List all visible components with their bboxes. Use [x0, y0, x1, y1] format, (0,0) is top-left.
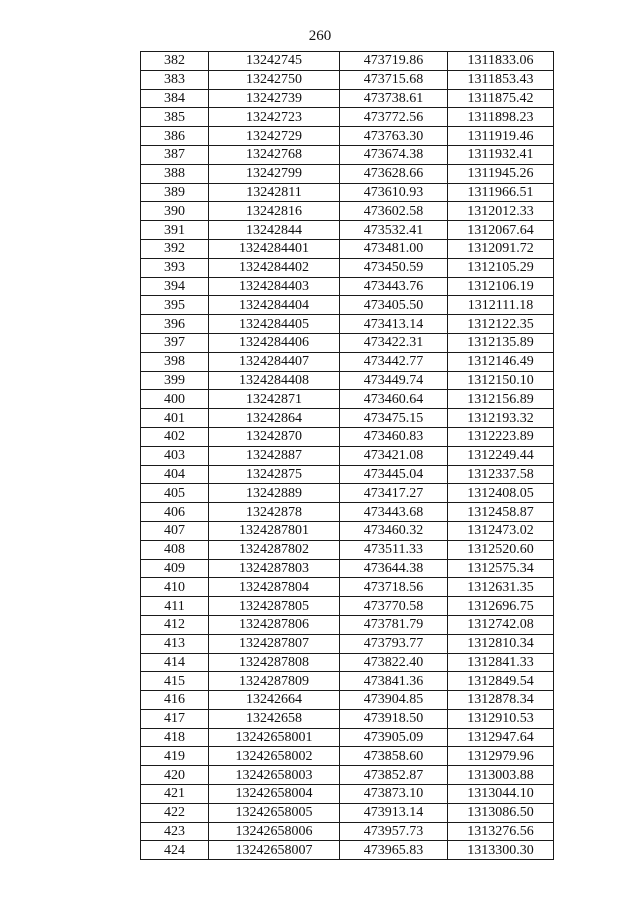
row-index-cell: 411: [141, 597, 209, 616]
x-coordinate-cell: 473781.79: [340, 615, 448, 634]
table-row: [141, 540, 554, 559]
table-row: [141, 521, 554, 540]
page-number: 260: [308, 28, 332, 44]
point-id-cell: 13242658007: [209, 841, 340, 860]
y-coordinate-cell: 1312910.53: [448, 709, 554, 728]
row-index-cell: 412: [141, 615, 209, 634]
row-index-cell: 407: [141, 521, 209, 540]
y-coordinate-cell: 1313086.50: [448, 803, 554, 822]
table-row: [141, 672, 554, 691]
row-index-cell: 393: [141, 258, 209, 277]
y-coordinate-cell: 1312156.89: [448, 390, 554, 409]
point-id-cell: 13242844: [209, 221, 340, 240]
y-coordinate-cell: 1312337.58: [448, 465, 554, 484]
x-coordinate-cell: 473674.38: [340, 145, 448, 164]
y-coordinate-cell: 1312408.05: [448, 484, 554, 503]
point-id-cell: 1324284401: [209, 239, 340, 258]
table-row: [141, 747, 554, 766]
row-index-cell: 401: [141, 409, 209, 428]
x-coordinate-cell: 473443.76: [340, 277, 448, 296]
y-coordinate-cell: 1312458.87: [448, 503, 554, 522]
x-coordinate-cell: 473772.56: [340, 108, 448, 127]
x-coordinate-cell: 473405.50: [340, 296, 448, 315]
row-index-cell: 424: [141, 841, 209, 860]
x-coordinate-cell: 473460.64: [340, 390, 448, 409]
point-id-cell: 13242768: [209, 145, 340, 164]
x-coordinate-cell: 473852.87: [340, 766, 448, 785]
row-index-cell: 421: [141, 785, 209, 804]
row-index-cell: 408: [141, 540, 209, 559]
row-index-cell: 404: [141, 465, 209, 484]
x-coordinate-cell: 473602.58: [340, 202, 448, 221]
table-row: [141, 427, 554, 446]
x-coordinate-cell: 473421.08: [340, 446, 448, 465]
x-coordinate-cell: 473445.04: [340, 465, 448, 484]
y-coordinate-cell: 1311898.23: [448, 108, 554, 127]
x-coordinate-cell: 473965.83: [340, 841, 448, 860]
row-index-cell: 410: [141, 578, 209, 597]
x-coordinate-cell: 473957.73: [340, 822, 448, 841]
table-row: [141, 691, 554, 710]
row-index-cell: 395: [141, 296, 209, 315]
x-coordinate-cell: 473532.41: [340, 221, 448, 240]
point-id-cell: 1324287806: [209, 615, 340, 634]
table-row: [141, 841, 554, 860]
x-coordinate-cell: 473481.00: [340, 239, 448, 258]
point-id-cell: 13242878: [209, 503, 340, 522]
y-coordinate-cell: 1311875.42: [448, 89, 554, 108]
table-row: [141, 164, 554, 183]
point-id-cell: 13242723: [209, 108, 340, 127]
y-coordinate-cell: 1312249.44: [448, 446, 554, 465]
row-index-cell: 392: [141, 239, 209, 258]
table-row: [141, 709, 554, 728]
y-coordinate-cell: 1312979.96: [448, 747, 554, 766]
x-coordinate-cell: 473770.58: [340, 597, 448, 616]
table-body: [141, 52, 554, 860]
x-coordinate-cell: 473511.33: [340, 540, 448, 559]
x-coordinate-cell: 473918.50: [340, 709, 448, 728]
row-index-cell: 423: [141, 822, 209, 841]
point-id-cell: 1324284403: [209, 277, 340, 296]
row-index-cell: 420: [141, 766, 209, 785]
table-row: [141, 277, 554, 296]
table-row: [141, 70, 554, 89]
x-coordinate-cell: 473719.86: [340, 52, 448, 71]
point-id-cell: 1324287808: [209, 653, 340, 672]
x-coordinate-cell: 473449.74: [340, 371, 448, 390]
row-index-cell: 413: [141, 634, 209, 653]
row-index-cell: 391: [141, 221, 209, 240]
y-coordinate-cell: 1313276.56: [448, 822, 554, 841]
point-id-cell: 13242887: [209, 446, 340, 465]
point-id-cell: 13242871: [209, 390, 340, 409]
table-row: [141, 183, 554, 202]
y-coordinate-cell: 1312696.75: [448, 597, 554, 616]
point-id-cell: 13242811: [209, 183, 340, 202]
table-row: [141, 145, 554, 164]
table-row: [141, 352, 554, 371]
x-coordinate-cell: 473763.30: [340, 127, 448, 146]
table-row: [141, 728, 554, 747]
point-id-cell: 1324284406: [209, 333, 340, 352]
y-coordinate-cell: 1312122.35: [448, 315, 554, 334]
row-index-cell: 387: [141, 145, 209, 164]
table-row: [141, 221, 554, 240]
point-id-cell: 1324284407: [209, 352, 340, 371]
row-index-cell: 386: [141, 127, 209, 146]
row-index-cell: 422: [141, 803, 209, 822]
table-row: [141, 52, 554, 71]
x-coordinate-cell: 473718.56: [340, 578, 448, 597]
point-id-cell: 1324287805: [209, 597, 340, 616]
y-coordinate-cell: 1312631.35: [448, 578, 554, 597]
point-id-cell: 13242799: [209, 164, 340, 183]
x-coordinate-cell: 473793.77: [340, 634, 448, 653]
y-coordinate-cell: 1313044.10: [448, 785, 554, 804]
y-coordinate-cell: 1312091.72: [448, 239, 554, 258]
row-index-cell: 398: [141, 352, 209, 371]
table-row: [141, 315, 554, 334]
y-coordinate-cell: 1311932.41: [448, 145, 554, 164]
x-coordinate-cell: 473858.60: [340, 747, 448, 766]
y-coordinate-cell: 1311945.26: [448, 164, 554, 183]
row-index-cell: 417: [141, 709, 209, 728]
row-index-cell: 394: [141, 277, 209, 296]
point-id-cell: 13242889: [209, 484, 340, 503]
point-id-cell: 13242658004: [209, 785, 340, 804]
table-row: [141, 597, 554, 616]
point-id-cell: 13242750: [209, 70, 340, 89]
point-id-cell: 13242658003: [209, 766, 340, 785]
row-index-cell: 415: [141, 672, 209, 691]
point-id-cell: 1324287804: [209, 578, 340, 597]
x-coordinate-cell: 473442.77: [340, 352, 448, 371]
point-id-cell: 13242729: [209, 127, 340, 146]
row-index-cell: 396: [141, 315, 209, 334]
point-id-cell: 13242864: [209, 409, 340, 428]
y-coordinate-cell: 1312575.34: [448, 559, 554, 578]
x-coordinate-cell: 473913.14: [340, 803, 448, 822]
point-id-cell: 13242658002: [209, 747, 340, 766]
x-coordinate-cell: 473417.27: [340, 484, 448, 503]
x-coordinate-cell: 473644.38: [340, 559, 448, 578]
y-coordinate-cell: 1312012.33: [448, 202, 554, 221]
x-coordinate-cell: 473450.59: [340, 258, 448, 277]
point-id-cell: 1324287809: [209, 672, 340, 691]
x-coordinate-cell: 473873.10: [340, 785, 448, 804]
x-coordinate-cell: 473422.31: [340, 333, 448, 352]
row-index-cell: 383: [141, 70, 209, 89]
y-coordinate-cell: 1312135.89: [448, 333, 554, 352]
table-row: [141, 127, 554, 146]
point-id-cell: 1324284402: [209, 258, 340, 277]
y-coordinate-cell: 1311966.51: [448, 183, 554, 202]
point-id-cell: 1324284404: [209, 296, 340, 315]
table-row: [141, 785, 554, 804]
x-coordinate-cell: 473443.68: [340, 503, 448, 522]
table-row: [141, 615, 554, 634]
point-id-cell: 1324284405: [209, 315, 340, 334]
row-index-cell: 389: [141, 183, 209, 202]
table-row: [141, 108, 554, 127]
row-index-cell: 402: [141, 427, 209, 446]
coordinates-table: [140, 51, 554, 860]
row-index-cell: 418: [141, 728, 209, 747]
y-coordinate-cell: 1313003.88: [448, 766, 554, 785]
point-id-cell: 1324287802: [209, 540, 340, 559]
table-row: [141, 333, 554, 352]
point-id-cell: 13242875: [209, 465, 340, 484]
x-coordinate-cell: 473715.68: [340, 70, 448, 89]
table-row: [141, 390, 554, 409]
y-coordinate-cell: 1312947.64: [448, 728, 554, 747]
table-row: [141, 653, 554, 672]
y-coordinate-cell: 1311833.06: [448, 52, 554, 71]
y-coordinate-cell: 1312742.08: [448, 615, 554, 634]
point-id-cell: 1324287801: [209, 521, 340, 540]
point-id-cell: 13242745: [209, 52, 340, 71]
x-coordinate-cell: 473628.66: [340, 164, 448, 183]
x-coordinate-cell: 473822.40: [340, 653, 448, 672]
point-id-cell: 13242664: [209, 691, 340, 710]
table-row: [141, 822, 554, 841]
x-coordinate-cell: 473413.14: [340, 315, 448, 334]
table-row: [141, 803, 554, 822]
y-coordinate-cell: 1312106.19: [448, 277, 554, 296]
point-id-cell: 13242658: [209, 709, 340, 728]
point-id-cell: 13242816: [209, 202, 340, 221]
y-coordinate-cell: 1311919.46: [448, 127, 554, 146]
y-coordinate-cell: 1312878.34: [448, 691, 554, 710]
row-index-cell: 419: [141, 747, 209, 766]
y-coordinate-cell: 1312105.29: [448, 258, 554, 277]
point-id-cell: 13242739: [209, 89, 340, 108]
row-index-cell: 385: [141, 108, 209, 127]
point-id-cell: 1324287803: [209, 559, 340, 578]
table-row: [141, 559, 554, 578]
y-coordinate-cell: 1312810.34: [448, 634, 554, 653]
table-row: [141, 446, 554, 465]
x-coordinate-cell: 473475.15: [340, 409, 448, 428]
y-coordinate-cell: 1312150.10: [448, 371, 554, 390]
table-row: [141, 89, 554, 108]
table-row: [141, 409, 554, 428]
row-index-cell: 384: [141, 89, 209, 108]
point-id-cell: 1324284408: [209, 371, 340, 390]
y-coordinate-cell: 1312849.54: [448, 672, 554, 691]
table-row: [141, 503, 554, 522]
y-coordinate-cell: 1311853.43: [448, 70, 554, 89]
row-index-cell: 409: [141, 559, 209, 578]
row-index-cell: 414: [141, 653, 209, 672]
x-coordinate-cell: 473905.09: [340, 728, 448, 747]
y-coordinate-cell: 1313300.30: [448, 841, 554, 860]
y-coordinate-cell: 1312111.18: [448, 296, 554, 315]
point-id-cell: 1324287807: [209, 634, 340, 653]
table-row: [141, 371, 554, 390]
point-id-cell: 13242870: [209, 427, 340, 446]
row-index-cell: 399: [141, 371, 209, 390]
y-coordinate-cell: 1312193.32: [448, 409, 554, 428]
row-index-cell: 390: [141, 202, 209, 221]
row-index-cell: 403: [141, 446, 209, 465]
table-row: [141, 465, 554, 484]
row-index-cell: 397: [141, 333, 209, 352]
table-row: [141, 296, 554, 315]
x-coordinate-cell: 473610.93: [340, 183, 448, 202]
table-row: [141, 239, 554, 258]
table-row: [141, 578, 554, 597]
point-id-cell: 13242658005: [209, 803, 340, 822]
table-row: [141, 202, 554, 221]
row-index-cell: 405: [141, 484, 209, 503]
table-row: [141, 258, 554, 277]
y-coordinate-cell: 1312067.64: [448, 221, 554, 240]
y-coordinate-cell: 1312473.02: [448, 521, 554, 540]
x-coordinate-cell: 473460.83: [340, 427, 448, 446]
row-index-cell: 388: [141, 164, 209, 183]
table-row: [141, 634, 554, 653]
y-coordinate-cell: 1312223.89: [448, 427, 554, 446]
y-coordinate-cell: 1312146.49: [448, 352, 554, 371]
y-coordinate-cell: 1312841.33: [448, 653, 554, 672]
x-coordinate-cell: 473460.32: [340, 521, 448, 540]
point-id-cell: 13242658001: [209, 728, 340, 747]
table-row: [141, 766, 554, 785]
x-coordinate-cell: 473904.85: [340, 691, 448, 710]
x-coordinate-cell: 473738.61: [340, 89, 448, 108]
x-coordinate-cell: 473841.36: [340, 672, 448, 691]
row-index-cell: 416: [141, 691, 209, 710]
row-index-cell: 406: [141, 503, 209, 522]
point-id-cell: 13242658006: [209, 822, 340, 841]
table-row: [141, 484, 554, 503]
y-coordinate-cell: 1312520.60: [448, 540, 554, 559]
row-index-cell: 382: [141, 52, 209, 71]
row-index-cell: 400: [141, 390, 209, 409]
